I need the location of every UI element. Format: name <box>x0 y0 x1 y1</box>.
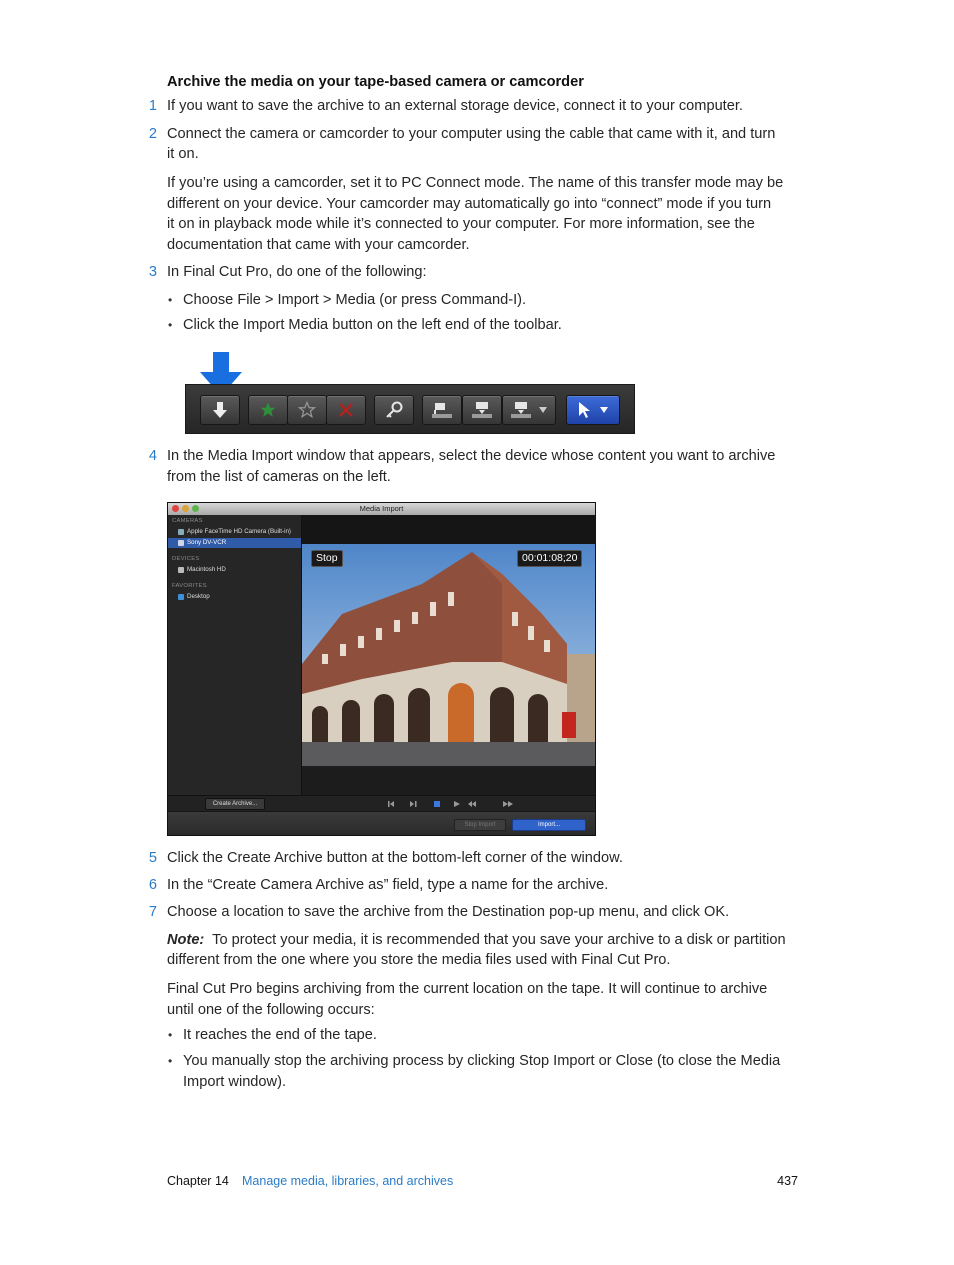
section-devices: DEVICES <box>172 556 200 562</box>
closing-line-1: Final Cut Pro begins archiving from the current location on the tape. It will continue to archive <box>167 981 768 997</box>
closing-bullet-2-line-1: You manually stop the archiving process by clicking Stop Import or Close (to close the Media <box>183 1053 781 1069</box>
step-4-text-line-1: In the Media Import window that appears, select the device whose content you want to archive <box>167 448 776 464</box>
sidebar-item-facetime[interactable] <box>168 527 301 537</box>
note-text: To protect your media, it is recommended that you save your archive to a disk or partition <box>212 932 786 948</box>
select-tool-button[interactable] <box>566 395 620 425</box>
section-favorites: FAVORITES <box>172 583 207 589</box>
sidebar-item-sony[interactable] <box>168 538 301 548</box>
video-preview <box>302 544 595 766</box>
insert-clip-icon <box>471 401 493 419</box>
timecode-display: 00:01:08;20 <box>517 550 582 567</box>
reject-x-icon <box>338 402 354 418</box>
step-3-text: In Final Cut Pro, do one of the following: <box>167 264 427 280</box>
note-line-2: different from the one where you store the media files used with Final Cut Pro. <box>167 952 671 968</box>
step-2-para-line-2: different on your device. Your camcorder may automatically go into “connect” mode if you turn <box>167 196 772 212</box>
unrate-button[interactable] <box>287 395 327 425</box>
bullet-icon: • <box>168 293 173 307</box>
step-6-number: 6 <box>148 877 157 893</box>
step-5-number: 5 <box>148 850 157 866</box>
import-action-bar <box>168 811 595 836</box>
keyword-button[interactable] <box>374 395 414 425</box>
camera-icon <box>178 529 184 535</box>
sidebar-item-label: Desktop <box>187 593 210 600</box>
note-line-1 <box>167 930 786 951</box>
stop-indicator: Stop <box>311 550 343 567</box>
step-3-bullet-2: Click the Import Media button on the left end of the toolbar. <box>183 317 562 333</box>
closing-bullet-2-line-2: Import window). <box>183 1074 286 1090</box>
sidebar-item-macintosh-hd[interactable] <box>168 565 301 575</box>
step-2-para-line-3: it on in playback mode while it’s connected to your computer. For more information, see the <box>167 216 755 232</box>
step-1-text: If you want to save the archive to an external storage device, connect it to your computer. <box>167 98 743 114</box>
key-icon <box>384 400 404 420</box>
step-4-text-line-2: from the list of cameras on the left. <box>167 469 391 485</box>
footer-chapter-link[interactable]: Manage media, libraries, and archives <box>242 1174 454 1188</box>
append-clip-icon <box>510 401 532 419</box>
footer-chapter: Chapter 14 <box>167 1174 229 1188</box>
section-heading: Archive the media on your tape-based camera or camcorder <box>167 74 584 90</box>
toolbar-image <box>185 384 635 434</box>
insert-clip-button[interactable] <box>462 395 502 425</box>
section-cameras: CAMERAS <box>172 518 203 524</box>
window-title: Media Import <box>359 504 404 513</box>
import-button[interactable]: Import... <box>512 819 586 831</box>
create-archive-button[interactable]: Create Archive... <box>205 798 265 810</box>
sidebar-item-label: Sony DV-VCR <box>187 539 227 546</box>
desktop-folder-icon <box>178 594 184 600</box>
closing-bullet-1: It reaches the end of the tape. <box>183 1027 377 1043</box>
pointer-arrow-icon <box>577 401 593 419</box>
step-3-bullet-1: Choose File > Import > Media (or press Command-I). <box>183 292 527 308</box>
step-1-number: 1 <box>148 98 157 114</box>
append-clip-button[interactable] <box>502 395 556 425</box>
hard-drive-icon <box>178 567 184 573</box>
viewer-header <box>302 515 595 544</box>
favorite-button[interactable] <box>248 395 288 425</box>
connect-clip-button[interactable] <box>422 395 462 425</box>
step-2-text-line-1: Connect the camera or camcorder to your computer using the cable that came with it, and turn <box>167 126 776 142</box>
camcorder-icon <box>178 540 184 546</box>
step-2-number: 2 <box>148 126 157 142</box>
step-2-text-line-2: it on. <box>167 146 199 162</box>
media-import-window <box>167 502 596 836</box>
download-arrow-icon <box>211 401 229 419</box>
sidebar-item-label: Apple FaceTime HD Camera (Built-in) <box>187 528 291 535</box>
reject-button[interactable] <box>326 395 366 425</box>
closing-line-2: until one of the following occurs: <box>167 1002 375 1018</box>
star-outline-icon <box>298 401 316 419</box>
stop-import-button[interactable]: Stop Import <box>454 819 506 831</box>
device-sidebar <box>168 515 302 795</box>
note-label: Note: <box>167 932 205 948</box>
step-7-number: 7 <box>148 904 157 920</box>
import-media-button[interactable] <box>200 395 240 425</box>
fast-forward-icon[interactable] <box>502 799 516 809</box>
bullet-icon: • <box>168 1028 173 1042</box>
chevron-down-icon <box>538 406 548 414</box>
bullet-icon: • <box>168 318 173 332</box>
bullet-icon: • <box>168 1054 173 1068</box>
sidebar-item-label: Macintosh HD <box>187 566 226 573</box>
step-5-text: Click the Create Archive button at the bottom-left corner of the window. <box>167 850 623 866</box>
step-7-text: Choose a location to save the archive from the Destination pop-up menu, and click OK. <box>167 904 730 920</box>
step-4-number: 4 <box>148 448 157 464</box>
transport-controls-icon[interactable] <box>386 799 476 809</box>
page-number: 437 <box>777 1174 798 1188</box>
step-6-text: In the “Create Camera Archive as” field, type a name for the archive. <box>167 877 609 893</box>
step-3-number: 3 <box>148 264 157 280</box>
building-photo-icon <box>302 544 595 766</box>
chevron-down-icon <box>599 406 609 414</box>
connect-clip-icon <box>431 401 453 419</box>
viewer-footer <box>302 766 595 795</box>
step-2-para-line-1: If you’re using a camcorder, set it to PC Connect mode. The name of this transfer mode may be <box>167 175 784 191</box>
step-2-para-line-4: documentation that came with your camcorder. <box>167 237 470 253</box>
transport-bar <box>168 795 595 811</box>
star-green-icon <box>259 401 277 419</box>
sidebar-item-desktop[interactable] <box>168 592 301 602</box>
